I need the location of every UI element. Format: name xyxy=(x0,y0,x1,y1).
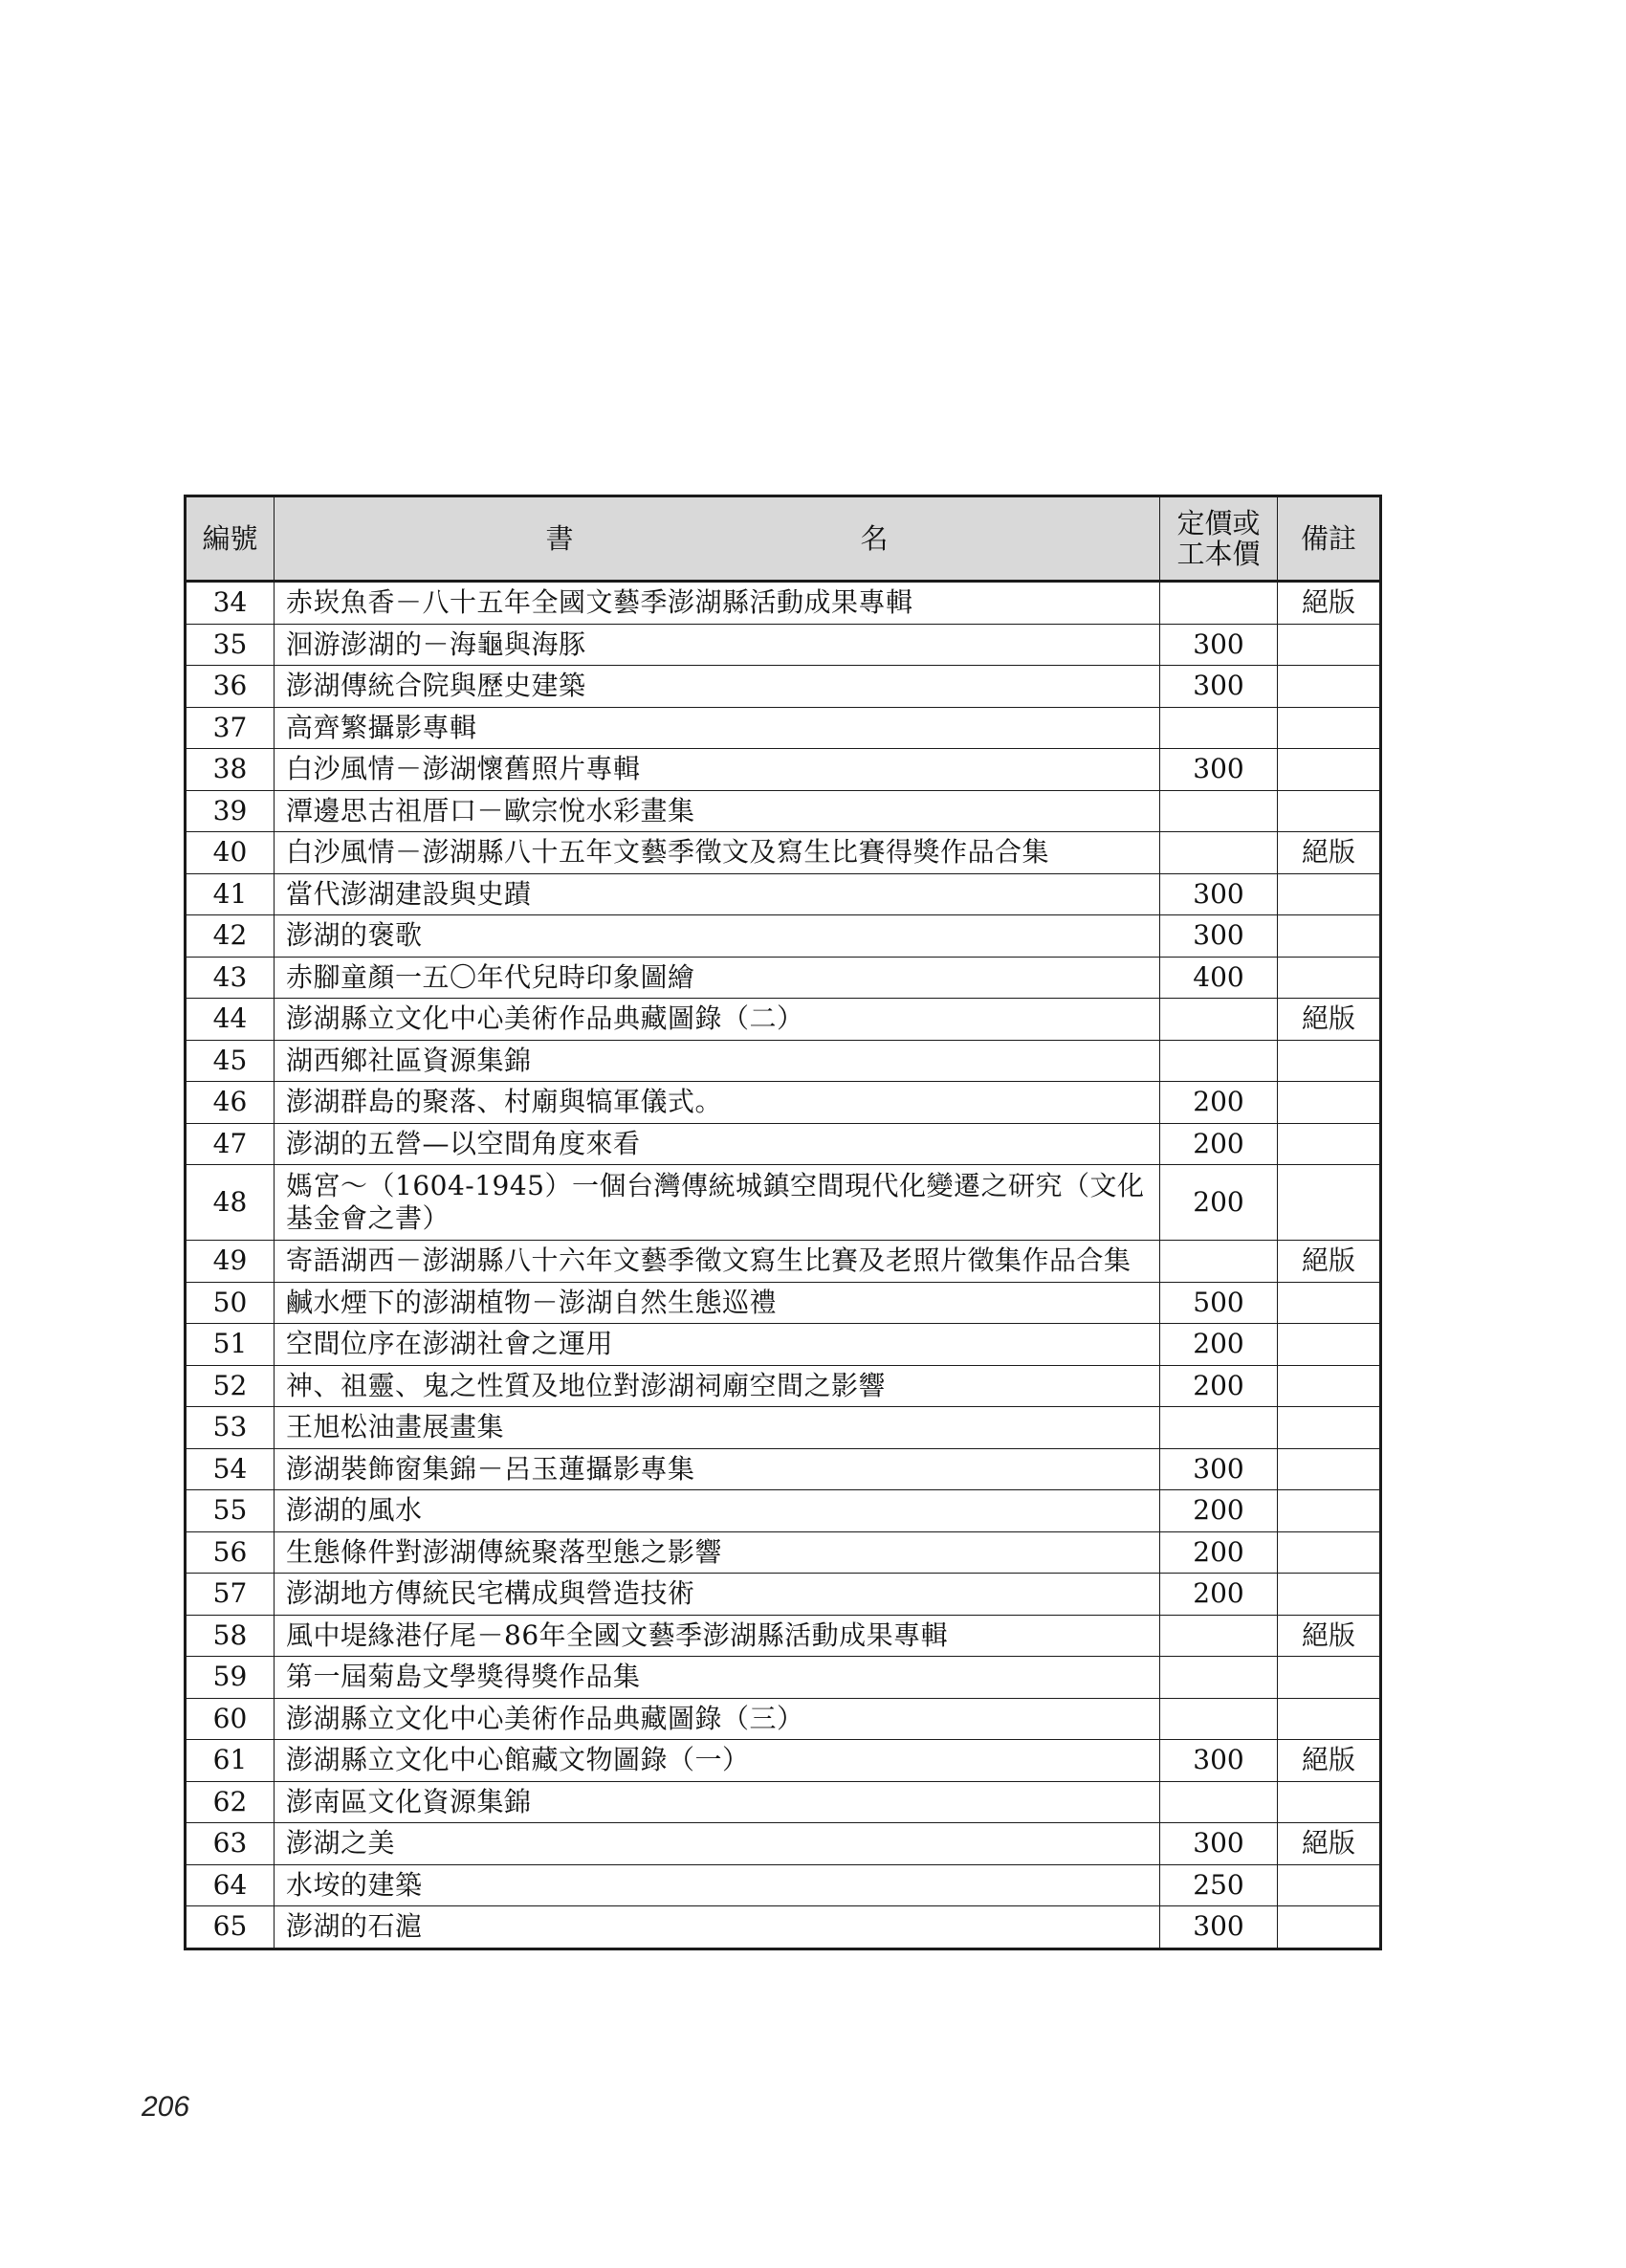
table-row xyxy=(186,1365,1381,1407)
cell-number: 65 xyxy=(186,1906,275,1949)
table-row xyxy=(186,1241,1381,1283)
table-row xyxy=(186,1864,1381,1906)
cell-note: 絕版 xyxy=(1278,1241,1381,1283)
table-row xyxy=(186,1615,1381,1657)
cell-price: 300 xyxy=(1160,915,1278,958)
cell-number: 49 xyxy=(186,1241,275,1283)
table-row xyxy=(186,1740,1381,1782)
header-title xyxy=(275,496,1160,582)
cell-title: 澎湖群島的聚落、村廟與犒軍儀式。 xyxy=(275,1082,1160,1124)
header-note-label: 備註 xyxy=(1300,522,1356,555)
cell-note xyxy=(1278,1574,1381,1616)
cell-note xyxy=(1278,915,1381,958)
cell-number: 57 xyxy=(186,1574,275,1616)
table-row xyxy=(186,1781,1381,1823)
cell-title: 空間位序在澎湖社會之運用 xyxy=(275,1324,1160,1366)
cell-price xyxy=(1160,707,1278,749)
cell-title: 神、祖靈、鬼之性質及地位對澎湖祠廟空間之影響 xyxy=(275,1365,1160,1407)
cell-price: 500 xyxy=(1160,1282,1278,1324)
table-row xyxy=(186,1123,1381,1165)
cell-note xyxy=(1278,790,1381,832)
cell-price: 300 xyxy=(1160,1823,1278,1865)
header-number-label: 編號 xyxy=(202,522,258,555)
cell-title: 澎南區文化資源集錦 xyxy=(275,1781,1160,1823)
cell-note xyxy=(1278,1448,1381,1490)
cell-note xyxy=(1278,707,1381,749)
cell-title: 寄語湖西－澎湖縣八十六年文藝季徵文寫生比賽及老照片徵集作品合集 xyxy=(275,1241,1160,1283)
cell-note: 絕版 xyxy=(1278,1740,1381,1782)
header-note xyxy=(1278,496,1381,582)
table-row xyxy=(186,1407,1381,1449)
cell-price xyxy=(1160,790,1278,832)
table-header xyxy=(186,496,1381,582)
header-price-line1: 定價或 xyxy=(1176,507,1261,539)
cell-price xyxy=(1160,1615,1278,1657)
cell-number: 43 xyxy=(186,957,275,999)
cell-number: 45 xyxy=(186,1040,275,1082)
cell-title: 風中堤緣港仔尾－86年全國文藝季澎湖縣活動成果專輯 xyxy=(275,1615,1160,1657)
cell-title: 王旭松油畫展畫集 xyxy=(275,1407,1160,1449)
cell-note xyxy=(1278,1698,1381,1740)
cell-title: 洄游澎湖的－海龜與海豚 xyxy=(275,624,1160,666)
cell-title: 白沙風情－澎湖縣八十五年文藝季徵文及寫生比賽得獎作品合集 xyxy=(275,832,1160,874)
cell-price: 300 xyxy=(1160,1906,1278,1949)
table-row xyxy=(186,666,1381,708)
cell-title: 澎湖傳統合院與歷史建築 xyxy=(275,666,1160,708)
cell-title: 澎湖的褒歌 xyxy=(275,915,1160,958)
cell-price: 200 xyxy=(1160,1324,1278,1366)
header-price xyxy=(1160,496,1278,582)
cell-number: 34 xyxy=(186,582,275,625)
cell-price xyxy=(1160,582,1278,625)
cell-title: 澎湖之美 xyxy=(275,1823,1160,1865)
cell-price: 200 xyxy=(1160,1490,1278,1532)
page-number: 206 xyxy=(142,2091,190,2123)
cell-number: 40 xyxy=(186,832,275,874)
cell-number: 47 xyxy=(186,1123,275,1165)
cell-number: 62 xyxy=(186,1781,275,1823)
cell-title: 澎湖的石滬 xyxy=(275,1906,1160,1949)
cell-number: 37 xyxy=(186,707,275,749)
table-row xyxy=(186,873,1381,915)
header-title-left: 書 xyxy=(545,522,574,555)
cell-number: 64 xyxy=(186,1864,275,1906)
table-row xyxy=(186,999,1381,1041)
cell-price: 300 xyxy=(1160,873,1278,915)
cell-number: 53 xyxy=(186,1407,275,1449)
table-row xyxy=(186,1448,1381,1490)
cell-note xyxy=(1278,1082,1381,1124)
cell-number: 42 xyxy=(186,915,275,958)
cell-number: 39 xyxy=(186,790,275,832)
cell-number: 36 xyxy=(186,666,275,708)
cell-title: 當代澎湖建設與史蹟 xyxy=(275,873,1160,915)
cell-number: 41 xyxy=(186,873,275,915)
cell-note xyxy=(1278,1906,1381,1949)
cell-note xyxy=(1278,1531,1381,1574)
cell-price: 400 xyxy=(1160,957,1278,999)
cell-number: 61 xyxy=(186,1740,275,1782)
cell-price: 300 xyxy=(1160,624,1278,666)
table-row xyxy=(186,749,1381,791)
cell-note xyxy=(1278,1324,1381,1366)
cell-price: 200 xyxy=(1160,1165,1278,1241)
cell-number: 46 xyxy=(186,1082,275,1124)
cell-number: 59 xyxy=(186,1657,275,1699)
cell-number: 44 xyxy=(186,999,275,1041)
table-row xyxy=(186,1823,1381,1865)
cell-title: 媽宮～（1604-1945）一個台灣傳統城鎮空間現代化變遷之研究（文化基金會之書） xyxy=(275,1165,1160,1241)
cell-note xyxy=(1278,624,1381,666)
cell-note xyxy=(1278,666,1381,708)
cell-title: 潭邊思古祖厝口－歐宗悅水彩畫集 xyxy=(275,790,1160,832)
cell-note xyxy=(1278,1165,1381,1241)
table-row xyxy=(186,915,1381,958)
cell-note: 絕版 xyxy=(1278,1823,1381,1865)
cell-price: 250 xyxy=(1160,1864,1278,1906)
header-price-line2: 工本價 xyxy=(1176,538,1261,570)
cell-title: 白沙風情－澎湖懷舊照片專輯 xyxy=(275,749,1160,791)
cell-price xyxy=(1160,999,1278,1041)
cell-number: 60 xyxy=(186,1698,275,1740)
table-row xyxy=(186,790,1381,832)
table-row xyxy=(186,1698,1381,1740)
cell-title: 澎湖裝飾窗集錦－呂玉蓮攝影專集 xyxy=(275,1448,1160,1490)
cell-price: 200 xyxy=(1160,1123,1278,1165)
cell-number: 55 xyxy=(186,1490,275,1532)
cell-title: 澎湖的五營—以空間角度來看 xyxy=(275,1123,1160,1165)
cell-price xyxy=(1160,1657,1278,1699)
table-row xyxy=(186,957,1381,999)
table-row xyxy=(186,1324,1381,1366)
cell-price: 300 xyxy=(1160,1740,1278,1782)
cell-number: 38 xyxy=(186,749,275,791)
cell-title: 第一屆菊島文學獎得獎作品集 xyxy=(275,1657,1160,1699)
cell-note: 絕版 xyxy=(1278,1615,1381,1657)
cell-price: 300 xyxy=(1160,1448,1278,1490)
cell-title: 鹹水煙下的澎湖植物－澎湖自然生態巡禮 xyxy=(275,1282,1160,1324)
table-row xyxy=(186,1531,1381,1574)
cell-title: 澎湖縣立文化中心美術作品典藏圖錄（三） xyxy=(275,1698,1160,1740)
cell-note: 絕版 xyxy=(1278,999,1381,1041)
cell-note xyxy=(1278,873,1381,915)
header-number xyxy=(186,496,275,582)
cell-title: 赤腳童顏一五〇年代兒時印象圖繪 xyxy=(275,957,1160,999)
cell-note xyxy=(1278,1864,1381,1906)
cell-price: 300 xyxy=(1160,666,1278,708)
table-body xyxy=(186,582,1381,1949)
table-row xyxy=(186,1574,1381,1616)
cell-title: 生態條件對澎湖傳統聚落型態之影響 xyxy=(275,1531,1160,1574)
cell-number: 52 xyxy=(186,1365,275,1407)
cell-price xyxy=(1160,1698,1278,1740)
cell-title: 澎湖縣立文化中心館藏文物圖錄（一） xyxy=(275,1740,1160,1782)
cell-title: 澎湖的風水 xyxy=(275,1490,1160,1532)
cell-number: 54 xyxy=(186,1448,275,1490)
cell-number: 50 xyxy=(186,1282,275,1324)
publication-catalog-table xyxy=(184,495,1382,1950)
cell-title: 赤崁魚香－八十五年全國文藝季澎湖縣活動成果專輯 xyxy=(275,582,1160,625)
cell-note xyxy=(1278,1657,1381,1699)
cell-price: 200 xyxy=(1160,1574,1278,1616)
cell-note xyxy=(1278,1365,1381,1407)
cell-title: 澎湖縣立文化中心美術作品典藏圖錄（二） xyxy=(275,999,1160,1041)
table-row xyxy=(186,624,1381,666)
header-title-right: 名 xyxy=(860,522,889,555)
table-row xyxy=(186,707,1381,749)
cell-note xyxy=(1278,1123,1381,1165)
cell-price: 200 xyxy=(1160,1365,1278,1407)
cell-title: 澎湖地方傳統民宅構成與營造技術 xyxy=(275,1574,1160,1616)
table-row xyxy=(186,1906,1381,1949)
cell-note xyxy=(1278,1282,1381,1324)
cell-price: 300 xyxy=(1160,749,1278,791)
cell-number: 56 xyxy=(186,1531,275,1574)
cell-number: 51 xyxy=(186,1324,275,1366)
catalog-table-container xyxy=(184,495,1379,1950)
cell-number: 63 xyxy=(186,1823,275,1865)
cell-price xyxy=(1160,1781,1278,1823)
cell-note xyxy=(1278,1040,1381,1082)
cell-number: 35 xyxy=(186,624,275,666)
table-row xyxy=(186,1165,1381,1241)
cell-price xyxy=(1160,1241,1278,1283)
table-row xyxy=(186,1657,1381,1699)
cell-note xyxy=(1278,1407,1381,1449)
cell-price: 200 xyxy=(1160,1082,1278,1124)
cell-price xyxy=(1160,1040,1278,1082)
cell-price xyxy=(1160,832,1278,874)
cell-note xyxy=(1278,957,1381,999)
cell-title: 水垵的建築 xyxy=(275,1864,1160,1906)
table-row xyxy=(186,582,1381,625)
cell-price xyxy=(1160,1407,1278,1449)
cell-title: 湖西鄉社區資源集錦 xyxy=(275,1040,1160,1082)
cell-note xyxy=(1278,749,1381,791)
table-row xyxy=(186,832,1381,874)
cell-price: 200 xyxy=(1160,1531,1278,1574)
cell-number: 48 xyxy=(186,1165,275,1241)
cell-note xyxy=(1278,1490,1381,1532)
cell-note: 絕版 xyxy=(1278,832,1381,874)
cell-number: 58 xyxy=(186,1615,275,1657)
header-row xyxy=(186,496,1381,582)
table-row xyxy=(186,1282,1381,1324)
table-row xyxy=(186,1490,1381,1532)
cell-note xyxy=(1278,1781,1381,1823)
cell-title: 高齊繁攝影專輯 xyxy=(275,707,1160,749)
table-row xyxy=(186,1082,1381,1124)
cell-note: 絕版 xyxy=(1278,582,1381,625)
table-row xyxy=(186,1040,1381,1082)
